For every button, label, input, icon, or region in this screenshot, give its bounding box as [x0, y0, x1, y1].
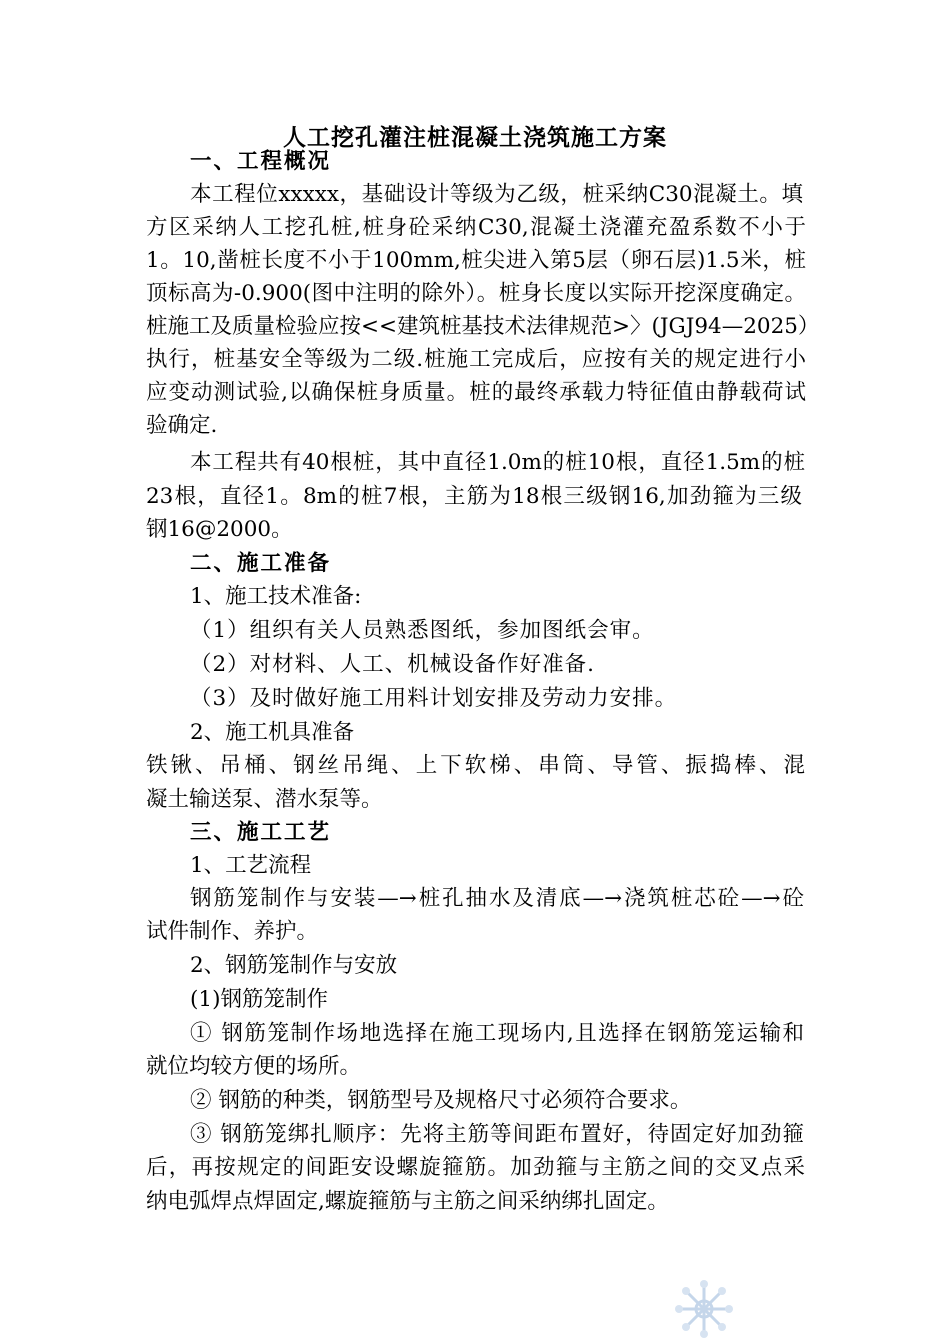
paragraph-line: 本工程位xxxxx，基础设计等级为乙级，桩采纳C30混凝土。填	[190, 182, 803, 207]
section-heading-1: 一、工程概况	[190, 149, 332, 174]
section-heading-2: 二、施工准备	[190, 551, 332, 576]
point-line: ② 钢筋的种类，钢筋型号及规格尺寸必须符合要求。	[190, 1088, 692, 1113]
paragraph-line: 铁锹、吊桶、钢丝吊绳、上下软梯、串筒、导管、振捣棒、混	[146, 753, 805, 778]
flow-line: 钢筋笼制作与安装—→桩孔抽水及清底—→浇筑桩芯砼—→砼	[190, 886, 804, 911]
point-line: 纳电弧焊点焊固定,螺旋箍筋与主筋之间采纳绑扎固定。	[146, 1189, 669, 1214]
list-item: （1）组织有关人员熟悉图纸，参加图纸会审。	[190, 618, 655, 643]
point-line: 后，再按规定的间距安设螺旋箍筋。加劲箍与主筋之间的交叉点采	[146, 1155, 805, 1180]
paragraph-line: 执行，桩基安全等级为二级.桩施工完成后，应按有关的规定进行小	[146, 347, 806, 372]
point-line: 就位均较方便的场所。	[146, 1054, 362, 1079]
list-item: 2、施工机具准备	[190, 720, 355, 745]
paragraph-line: 钢16@2000。	[146, 517, 293, 542]
paragraph-line: 顶标高为-0.900(图中注明的除外）。桩身长度以实际开挖深度确定。	[146, 281, 806, 306]
list-item: (1)钢筋笼制作	[190, 987, 328, 1012]
paragraph-line: 应变动测试验,以确保桩身质量。桩的最终承载力特征值由静载荷试	[146, 380, 806, 405]
paragraph-line: 桩施工及质量检验应按<<建筑桩基技术法律规范>〉(JGJ94—2025）	[146, 314, 820, 339]
point-line: ③ 钢筋笼绑扎顺序：先将主筋等间距布置好，待固定好加劲箍	[190, 1122, 804, 1147]
paragraph-line: 1。10,凿桩长度不小于100mm,桩尖进入第5层（卵石层)1.5米，桩	[146, 248, 806, 273]
paragraph-line: 凝土输送泵、潜水泵等。	[146, 787, 383, 812]
flow-line: 试件制作、养护。	[146, 919, 319, 944]
paragraph-line: 方区采纳人工挖孔桩,桩身砼采纳C30,混凝土浇灌充盈系数不小于	[146, 215, 806, 240]
list-item: 1、施工技术准备:	[190, 584, 362, 609]
list-item: （3）及时做好施工用料计划安排及劳动力安排。	[190, 686, 678, 711]
list-item: 1、工艺流程	[190, 853, 312, 878]
snowflake-logo-icon	[673, 1278, 735, 1340]
section-heading-3: 三、施工工艺	[190, 820, 332, 845]
paragraph-line: 本工程共有40根桩，其中直径1.0m的桩10根，直径1.5m的桩	[190, 450, 805, 475]
list-item: 2、钢筋笼制作与安放	[190, 953, 398, 978]
page-title: 人工挖孔灌注桩混凝土浇筑施工方案	[283, 124, 667, 151]
paragraph-line: 23根，直径1。8m的桩7根，主筋为18根三级钢16,加劲箍为三级	[146, 484, 802, 509]
point-line: ① 钢筋笼制作场地选择在施工现场内,且选择在钢筋笼运输和	[190, 1021, 804, 1046]
list-item: （2）对材料、人工、机械设备作好准备.	[190, 652, 596, 677]
paragraph-line: 验确定.	[146, 413, 218, 438]
